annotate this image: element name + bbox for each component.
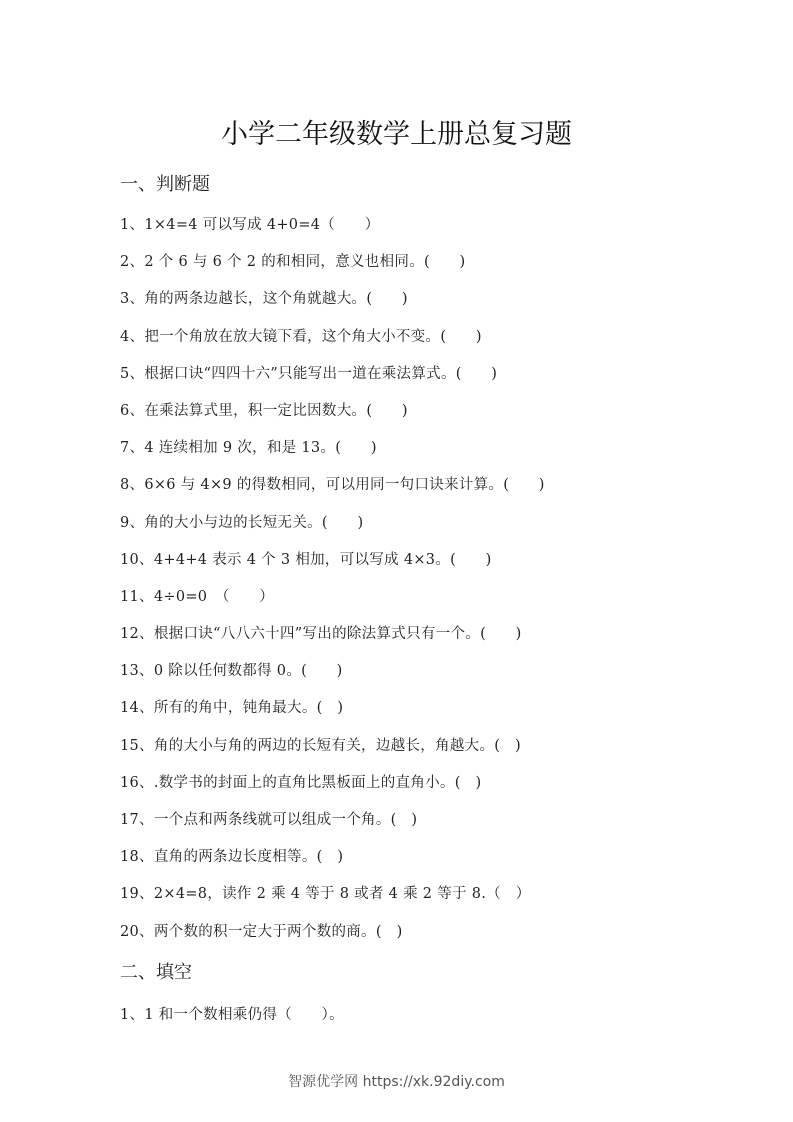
question-item: 20、两个数的积一定大于两个数的商。( )	[120, 923, 403, 940]
section-heading-judgment: 一、判断题	[120, 174, 210, 195]
question-item: 4、把一个角放在放大镜下看，这个角大小不变。( )	[120, 328, 482, 345]
page-title: 小学二年级数学上册总复习题	[221, 119, 572, 150]
section-heading-fill-blank: 二、填空	[120, 962, 192, 983]
question-item: 3、角的两条边越长，这个角就越大。( )	[120, 291, 408, 308]
question-item: 9、角的大小与边的长短无关。( )	[120, 514, 364, 531]
footer-watermark: 智源优学网 https://xk.92diy.com	[288, 1074, 505, 1090]
question-item: 11、4÷0=0 （ ）	[120, 588, 275, 605]
question-item: 10、4+4+4 表示 4 个 3 相加，可以写成 4×3。( )	[120, 551, 492, 568]
question-item: 7、4 连续相加 9 次，和是 13。( )	[120, 440, 377, 457]
question-item: 14、所有的角中，钝角最大。( )	[120, 700, 344, 717]
question-item: 12、根据口诀“八八六十四”写出的除法算式只有一个。( )	[120, 626, 522, 643]
question-item: 2、2 个 6 与 6 个 2 的和相同，意义也相同。( )	[120, 254, 466, 271]
question-item: 1、1 和一个数相乘仍得（ ）。	[120, 1007, 344, 1023]
question-item: 15、角的大小与角的两边的长短有关，边越长，角越大。( )	[120, 737, 521, 754]
question-item: 8、6×6 与 4×9 的得数相同，可以用同一句口诀来计算。( )	[120, 477, 545, 494]
judgment-question-list	[120, 214, 545, 958]
question-item: 6、在乘法算式里，积一定比因数大。( )	[120, 402, 408, 419]
question-item: 17、一个点和两条线就可以组成一个角。( )	[120, 812, 418, 828]
question-item: 13、0 除以任何数都得 0。( )	[120, 663, 343, 680]
question-item: 18、直角的两条边长度相等。( )	[120, 849, 344, 866]
question-item: 19、2×4=8，读作 2 乘 4 等于 8 或者 4 乘 2 等于 8.（ ）	[120, 886, 531, 903]
question-item: 1、1×4=4 可以写成 4+0=4（ ）	[120, 217, 380, 233]
question-item: 16、.数学书的封面上的直角比黑板面上的直角小。( )	[120, 774, 482, 791]
question-item: 5、根据口诀“四四十六”只能写出一道在乘法算式。( )	[120, 365, 498, 382]
